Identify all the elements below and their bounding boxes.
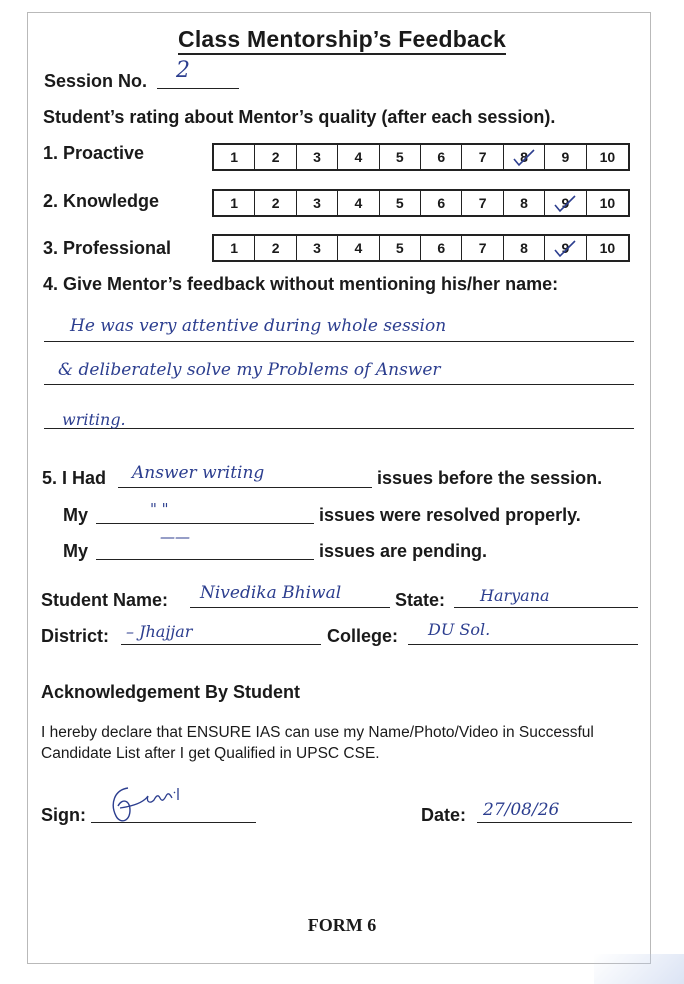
rating-cell-9[interactable]: [545, 236, 586, 260]
resolved-suffix: issues were resolved properly.: [319, 505, 581, 525]
q5-suffix: issues before the session.: [377, 468, 603, 488]
rating-cell-1[interactable]: [214, 191, 255, 215]
session-label: Session No.: [44, 71, 148, 91]
my-resolved-label: My: [63, 505, 89, 525]
rating-cell-7[interactable]: [462, 145, 503, 169]
rating-label-knowledge: 2. Knowledge: [43, 191, 160, 211]
state-value[interactable]: Haryana: [480, 586, 550, 605]
rating-cell-1[interactable]: [214, 236, 255, 260]
rating-cell-number: 6: [437, 240, 446, 256]
rating-cell-5[interactable]: [380, 145, 421, 169]
q5-prefix: 5. I Had: [42, 468, 107, 488]
resolved-value[interactable]: " ": [150, 500, 169, 518]
rating-cell-10[interactable]: [587, 145, 628, 169]
q4-line-1: [44, 341, 634, 342]
student-name-line: [190, 607, 390, 608]
rating-cell-3[interactable]: [297, 191, 338, 215]
rating-cell-9[interactable]: [545, 145, 586, 169]
student-name-label: Student Name:: [41, 590, 169, 610]
session-line: [157, 88, 239, 89]
rating-cell-number: 10: [599, 149, 616, 165]
rating-cell-8[interactable]: [504, 145, 545, 169]
rating-cell-number: 5: [395, 149, 404, 165]
rating-cell-number: 9: [561, 240, 570, 256]
rating-cell-8[interactable]: [504, 236, 545, 260]
rating-cell-6[interactable]: [421, 191, 462, 215]
rating-cell-6[interactable]: [421, 236, 462, 260]
date-label: Date:: [421, 805, 467, 825]
selected-tick-mark: [553, 238, 579, 260]
rating-cell-number: 4: [354, 195, 363, 211]
resolved-line: [96, 523, 314, 524]
q4-answer-line-3[interactable]: writing.: [62, 410, 126, 429]
rating-cell-number: 3: [313, 240, 321, 256]
district-value[interactable]: – Jhajjar: [126, 622, 193, 641]
ack-heading: Acknowledgement By Student: [41, 682, 301, 702]
rating-scale-proactive: [212, 143, 630, 171]
rating-cell-number: 10: [599, 195, 616, 211]
selected-tick-mark: [553, 193, 579, 215]
rating-cell-number: 3: [313, 149, 321, 165]
rating-cell-number: 5: [395, 240, 404, 256]
rating-cell-number: 8: [520, 240, 528, 256]
rating-cell-number: 4: [354, 149, 363, 165]
state-line: [454, 607, 638, 608]
form-number: FORM 6: [307, 915, 377, 935]
pending-suffix: issues are pending.: [319, 541, 488, 561]
rating-cell-4[interactable]: [338, 145, 379, 169]
rating-cell-number: 7: [478, 149, 487, 165]
student-name-value[interactable]: Nivedika Bhiwal: [200, 583, 342, 603]
rating-cell-2[interactable]: [255, 145, 296, 169]
q4-line-3: [44, 428, 634, 429]
q4-answer-line-2[interactable]: & deliberately solve my Problems of Answer: [58, 360, 441, 380]
rating-cell-4[interactable]: [338, 236, 379, 260]
rating-scale-professional: [212, 234, 630, 262]
rating-cell-number: 2: [271, 195, 280, 211]
rating-cell-number: 2: [271, 240, 280, 256]
ack-text-line-2: Candidate List after I get Qualified in UPSC CSE.: [41, 745, 380, 762]
rating-cell-7[interactable]: [462, 191, 503, 215]
rating-cell-number: 8: [520, 149, 528, 165]
session-value[interactable]: 2: [176, 58, 190, 83]
q4-answer-line-1[interactable]: He was very attentive during whole session: [70, 316, 447, 336]
date-value[interactable]: 27/08/26: [483, 800, 560, 820]
q4-line-2: [44, 384, 634, 385]
selected-tick-mark: [512, 147, 538, 169]
district-label: District:: [41, 626, 110, 646]
sign-label: Sign:: [41, 805, 86, 825]
signature-image: [100, 780, 195, 828]
rating-cell-number: 7: [478, 195, 487, 211]
rating-cell-number: 4: [354, 240, 363, 256]
rating-cell-number: 1: [230, 240, 239, 256]
college-label: College:: [327, 626, 399, 646]
rating-cell-number: 3: [313, 195, 321, 211]
pending-line: [96, 559, 314, 560]
rating-cell-number: 5: [395, 195, 404, 211]
rating-label-professional: 3. Professional: [43, 238, 172, 258]
district-line: [121, 644, 321, 645]
rating-cell-number: 6: [437, 195, 446, 211]
rating-cell-1[interactable]: [214, 145, 255, 169]
rating-cell-3[interactable]: [297, 145, 338, 169]
rating-heading: Student’s rating about Mentor’s quality (after each session).: [43, 107, 556, 127]
ack-text-line-1: I hereby declare that ENSURE IAS can use my Name/Photo/Video in Successful: [41, 724, 594, 741]
college-value[interactable]: DU Sol.: [428, 620, 491, 639]
rating-cell-7[interactable]: [462, 236, 503, 260]
rating-cell-number: 6: [437, 149, 446, 165]
my-pending-label: My: [63, 541, 89, 561]
rating-cell-5[interactable]: [380, 191, 421, 215]
rating-cell-number: 1: [230, 195, 239, 211]
rating-cell-10[interactable]: [587, 236, 628, 260]
rating-cell-number: 8: [520, 195, 528, 211]
rating-cell-number: 2: [271, 149, 280, 165]
rating-cell-number: 7: [478, 240, 487, 256]
q5-line: [118, 487, 372, 488]
college-line: [408, 644, 638, 645]
rating-cell-4[interactable]: [338, 191, 379, 215]
pending-value[interactable]: ——: [160, 528, 190, 546]
rating-cell-number: 1: [230, 149, 239, 165]
scan-shadow: [594, 954, 684, 984]
rating-cell-2[interactable]: [255, 236, 296, 260]
q5-value[interactable]: Answer writing: [132, 463, 265, 483]
rating-cell-2[interactable]: [255, 191, 296, 215]
rating-cell-number: 10: [599, 240, 616, 256]
rating-cell-number: 9: [561, 149, 570, 165]
rating-cell-6[interactable]: [421, 145, 462, 169]
state-label: State:: [395, 590, 446, 610]
date-line: [477, 822, 632, 823]
rating-cell-8[interactable]: [504, 191, 545, 215]
rating-scale-knowledge: [212, 189, 630, 217]
rating-cell-3[interactable]: [297, 236, 338, 260]
form-title: Class Mentorship’s Feedback: [0, 26, 684, 53]
q4-label: 4. Give Mentor’s feedback without mentioning his/her name:: [43, 274, 559, 294]
rating-cell-10[interactable]: [587, 191, 628, 215]
rating-cell-5[interactable]: [380, 236, 421, 260]
rating-cell-9[interactable]: [545, 191, 586, 215]
rating-label-proactive: 1. Proactive: [43, 143, 145, 163]
rating-cell-number: 9: [561, 195, 570, 211]
